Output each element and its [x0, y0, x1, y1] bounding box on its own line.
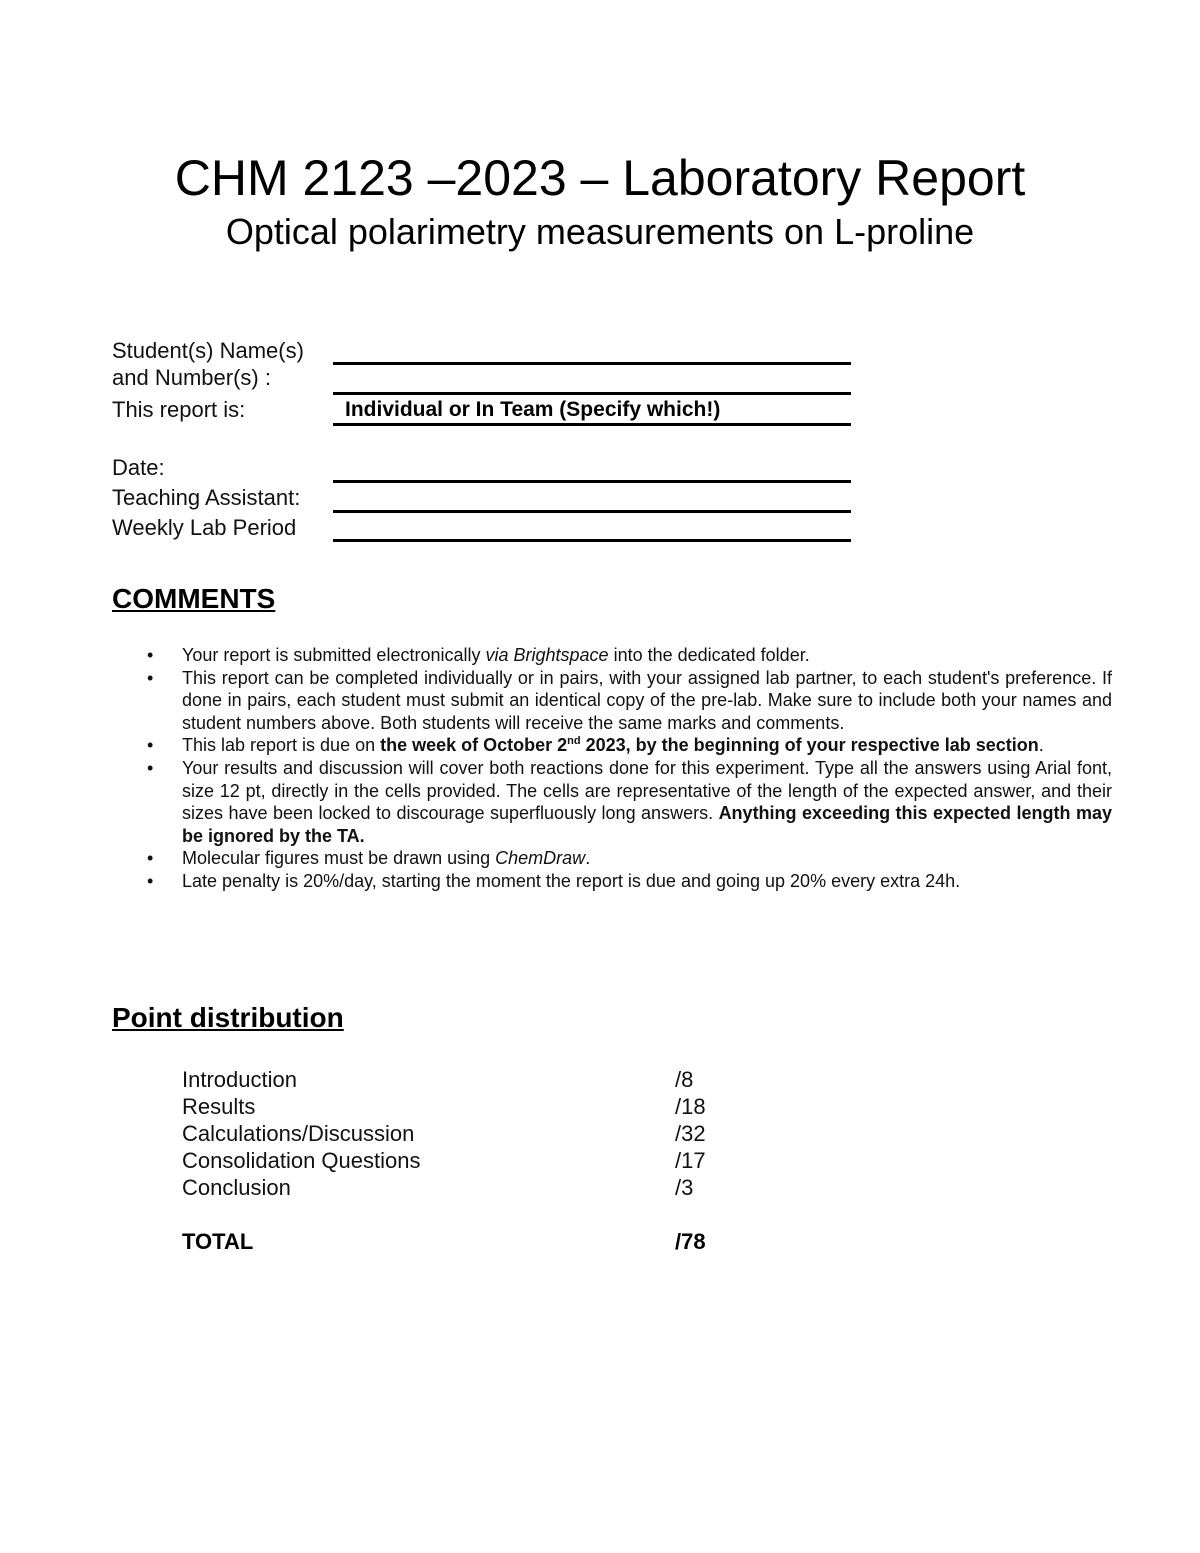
list-item — [182, 644, 1112, 667]
list-item — [182, 667, 1112, 735]
table-row-value: /3 — [675, 1175, 694, 1200]
date-label: Date: — [112, 455, 165, 480]
comments-heading: COMMENTS — [112, 583, 276, 614]
comment-text: Your results and discussion will cover both reactions done for this experiment. Type all the answers using Arial font, size 12 pt, directly in the cells provided. The cells are representative of the length of the expected answer, and their sizes have been locked to discourage superfluously long answers. — [182, 757, 1112, 824]
comment-superscript: nd — [567, 735, 581, 748]
list-item — [182, 734, 1112, 757]
list-item — [182, 847, 1112, 870]
report-type-field[interactable] — [333, 423, 851, 426]
list-item — [182, 757, 1112, 847]
total-value: /78 — [675, 1229, 706, 1254]
comment-emphasis: via Brightspace — [485, 645, 609, 665]
teaching-assistant-field[interactable] — [333, 510, 851, 513]
comment-emphasis: Anything exceeding this expected length may be ignored by the TA. — [182, 803, 1113, 846]
table-row-label: Results — [182, 1094, 256, 1119]
table-row-label: Introduction — [182, 1067, 297, 1092]
comment-emphasis: the week of October 2 — [380, 735, 568, 756]
student-names-field[interactable] — [333, 362, 851, 365]
page-subtitle: Optical polarimetry measurements on L-proline — [225, 211, 975, 252]
comment-emphasis: 2023, by the beginning of your respective lab section — [580, 735, 1039, 756]
table-row-value: /8 — [675, 1067, 694, 1092]
report-type-value: Individual or In Team (Specify which!) — [345, 398, 721, 421]
student-numbers-field[interactable] — [333, 392, 851, 395]
lab-period-field[interactable] — [333, 539, 851, 542]
comment-text: Late penalty is 20%/day, starting the moment the report is due and going up 20% every extra 24h. — [182, 870, 961, 891]
table-row-label: Calculations/Discussion — [182, 1121, 415, 1146]
total-label: TOTAL — [182, 1229, 254, 1254]
teaching-assistant-label: Teaching Assistant: — [112, 485, 301, 510]
point-distribution-heading: Point distribution — [112, 1002, 344, 1033]
date-field[interactable] — [333, 480, 851, 483]
table-row-value: /32 — [675, 1121, 706, 1146]
comment-text: This report can be completed individually or in pairs, with your assigned lab partner, to each student's preference. If done in pairs, each student must submit an identical copy of the pre-lab. Make sure to include both your names and student numbers above. Both students will receive the same marks and comments. — [182, 667, 1112, 733]
table-row-label: Consolidation Questions — [182, 1148, 421, 1173]
student-numbers-label: and Number(s) : — [112, 365, 271, 390]
comment-text: . — [585, 848, 591, 869]
page-title: CHM 2123 –2023 – Laboratory Report — [174, 150, 1026, 206]
table-row-label: Conclusion — [182, 1175, 291, 1200]
list-item — [182, 870, 1112, 893]
comments-list — [182, 644, 1112, 893]
comment-text: into the dedicated folder. — [608, 645, 810, 665]
table-row-value: /18 — [675, 1094, 706, 1119]
comment-text: Your report is submitted electronically — [182, 645, 486, 665]
comment-text: Molecular figures must be drawn using — [182, 848, 496, 869]
table-row-value: /17 — [675, 1148, 706, 1173]
student-names-label: Student(s) Name(s) — [112, 338, 304, 363]
report-type-label: This report is: — [112, 397, 246, 422]
comment-text: This lab report is due on — [182, 735, 381, 756]
comment-text: . — [1038, 735, 1044, 756]
comment-emphasis: ChemDraw — [495, 848, 586, 869]
lab-period-label: Weekly Lab Period — [112, 515, 297, 540]
